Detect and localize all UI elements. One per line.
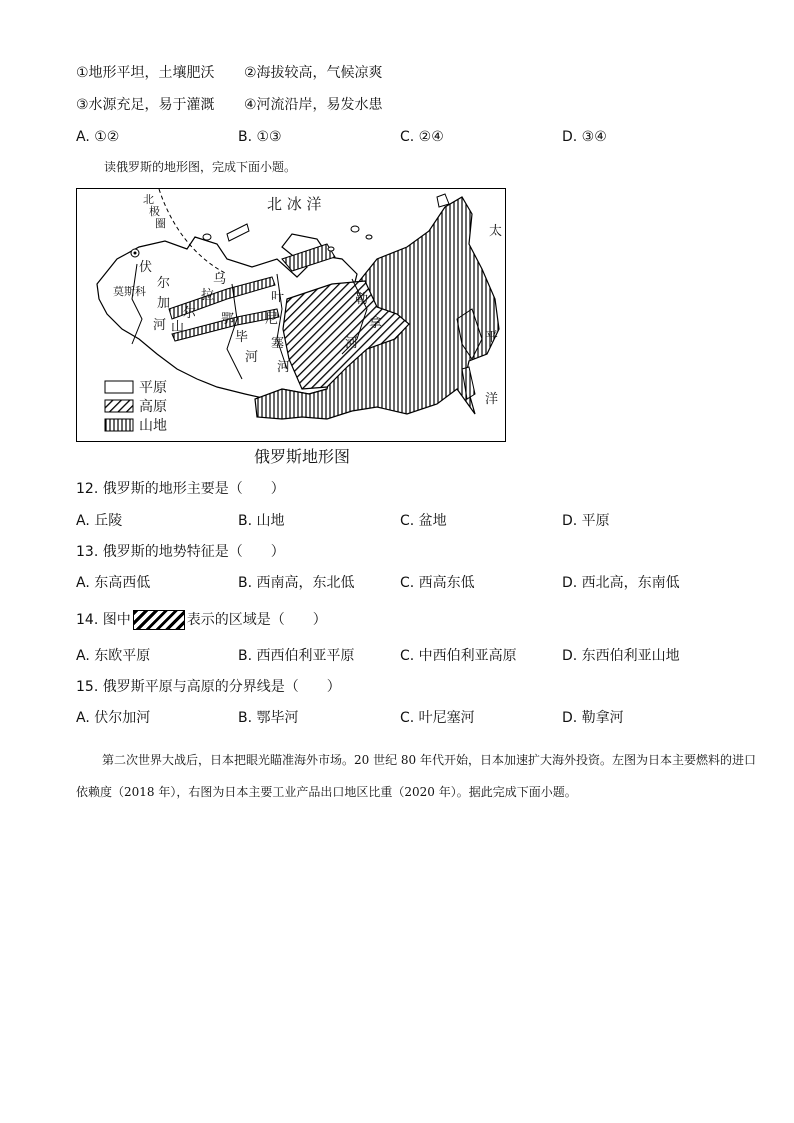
- lena-1: 勒: [355, 292, 369, 307]
- ob-2: 毕: [235, 330, 249, 345]
- ural-4: 山: [171, 320, 185, 335]
- island-small-4: [328, 247, 334, 251]
- volga-2: 尔: [157, 276, 171, 291]
- reading-passage: 第二次世界大战后，日本把眼光瞄准海外市场。20 世纪 80 年代开始，日本加速扩大海外投资。左图为日本主要燃料的进口依赖度（2018 年），右图为日本主要工业产品出口地区比重（2020 年）。据此完成下面小题。: [76, 753, 756, 799]
- legend-plain-label: 平原: [139, 380, 167, 396]
- q14-choice-a[interactable]: A. 东欧平原: [76, 648, 151, 664]
- question-15: 15. 俄罗斯平原与高原的分界线是（ ）: [76, 679, 341, 695]
- statement-2: ②海拔较高，气候凉爽: [244, 65, 383, 81]
- volga-3: 加: [157, 296, 171, 311]
- moscow-label: 莫斯科: [113, 285, 146, 298]
- q14-stem-pre: 14. 图中: [76, 612, 131, 628]
- q13-choice-c[interactable]: C. 西高东低: [400, 575, 475, 591]
- ob-3: 河: [245, 350, 259, 365]
- lena-2: 拿: [369, 316, 383, 331]
- island-small-1: [351, 226, 359, 232]
- map-intro: 读俄罗斯的地形图，完成下面小题。: [104, 160, 297, 174]
- choice-c[interactable]: C. ②④: [400, 129, 444, 145]
- q14-choice-d[interactable]: D. 东西伯利亚山地: [562, 648, 680, 664]
- arctic-label-2: 极: [149, 205, 160, 218]
- choice-a[interactable]: A. ①②: [76, 129, 120, 145]
- yenisei-1: 叶: [271, 290, 285, 305]
- volga-1: 伏: [139, 260, 153, 275]
- arctic-label-3: 圈: [155, 217, 166, 230]
- q14-choice-b[interactable]: B. 西西伯利亚平原: [238, 648, 355, 664]
- ocean-pacific-2: 平: [485, 330, 499, 345]
- choice-b[interactable]: B. ①③: [238, 129, 282, 145]
- question-14: [76, 608, 327, 632]
- legend-plateau-label: 高原: [139, 399, 167, 415]
- statement-1: ①地形平坦，土壤肥沃: [76, 65, 215, 81]
- q14-stem-post: 表示的区域是（ ）: [186, 612, 327, 628]
- legend-mountain-swatch: [105, 419, 133, 431]
- ural-1: 乌: [213, 272, 227, 287]
- q15-choice-c[interactable]: C. 叶尼塞河: [400, 710, 475, 726]
- q12-choice-c[interactable]: C. 盆地: [400, 513, 447, 529]
- q13-choice-b[interactable]: B. 西南高，东北低: [238, 575, 355, 591]
- q13-choice-a[interactable]: A. 东高西低: [76, 575, 151, 591]
- map-caption: 俄罗斯地形图: [254, 447, 351, 466]
- ocean-north-label: 北 冰 洋: [267, 195, 322, 213]
- legend-plateau-swatch: [105, 400, 133, 412]
- statement-4: ④河流沿岸，易发水患: [244, 97, 383, 113]
- q15-choice-a[interactable]: A. 伏尔加河: [76, 710, 151, 726]
- ural-3: 尔: [183, 306, 197, 321]
- legend-plain-swatch: [105, 381, 133, 393]
- legend-mountain-label: 山地: [139, 418, 167, 434]
- yenisei-4: 河: [277, 360, 291, 375]
- q12-choice-a[interactable]: A. 丘陵: [76, 513, 123, 529]
- island-small-3: [203, 234, 211, 240]
- island-small-2: [366, 235, 372, 239]
- q12-choice-b[interactable]: B. 山地: [238, 513, 285, 529]
- ocean-pacific-1: 太: [489, 224, 503, 239]
- question-13: 13. 俄罗斯的地势特征是（ ）: [76, 544, 285, 560]
- q14-choice-c[interactable]: C. 中西伯利亚高原: [400, 648, 517, 664]
- ural-2: 拉: [201, 288, 215, 303]
- q15-choice-d[interactable]: D. 勒拿河: [562, 710, 624, 726]
- question-12: 12. 俄罗斯的地形主要是（ ）: [76, 481, 285, 497]
- arctic-label-1: 北: [143, 193, 154, 206]
- q15-choice-b[interactable]: B. 鄂毕河: [238, 710, 299, 726]
- ocean-pacific-3: 洋: [485, 392, 499, 407]
- ob-1: 鄂: [221, 312, 235, 327]
- plateau-hatch-sample: [133, 610, 185, 630]
- q12-choice-d[interactable]: D. 平原: [562, 513, 610, 529]
- choice-d[interactable]: D. ③④: [562, 129, 607, 145]
- yenisei-2: 尼: [265, 312, 279, 327]
- island-novaya-zemlya: [227, 224, 249, 241]
- island-north: [437, 194, 449, 207]
- yenisei-3: 塞: [271, 336, 285, 351]
- statement-3: ③水源充足，易于灌溉: [76, 97, 215, 113]
- volga-4: 河: [153, 318, 167, 333]
- russia-terrain-map: [76, 188, 506, 442]
- lena-3: 河: [345, 336, 359, 351]
- q13-choice-d[interactable]: D. 西北高，东南低: [562, 575, 680, 591]
